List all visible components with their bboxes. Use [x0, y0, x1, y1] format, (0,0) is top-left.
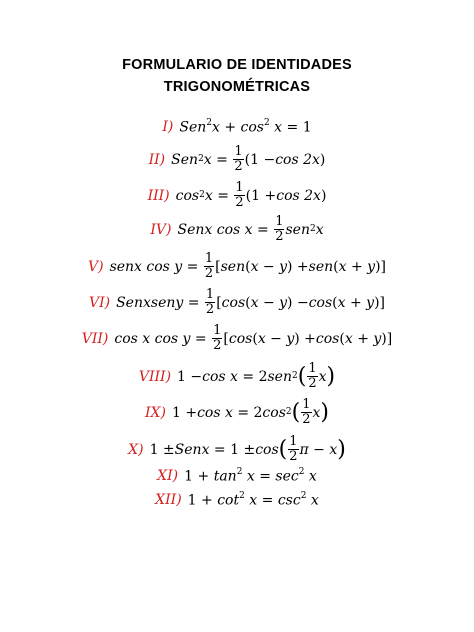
identity-number: II) [148, 151, 166, 168]
title-line-1: FORMULARIO DE IDENTIDADES [122, 57, 352, 73]
identity-number: VII) [81, 330, 109, 347]
identity-8 [0, 362, 474, 391]
identity-formula: senx cos y = $\frac{1}{2}$ [ sen ( x − y ) + sen ( x + y )] [109, 251, 387, 281]
identity-formula: Senxseny = $\frac{1}{2}$ [ cos ( x − y ) − cos ( x + y )] [116, 287, 386, 317]
identity-number: V) [87, 258, 104, 275]
identity-7 [0, 324, 474, 353]
identity-number: I) [162, 119, 174, 136]
identity-formula: Sen $^2$ x = $\frac{1}{2}$ (1 − cos 2x ) [171, 144, 326, 174]
identity-number: III) [147, 187, 170, 204]
identity-formula: Senx cos x = $\frac{1}{2}$ sen $^2$ x [177, 214, 324, 244]
identity-4 [0, 215, 474, 244]
identity-3 [0, 181, 474, 210]
identity-number: XII) [155, 492, 182, 509]
identity-number: IX) [145, 404, 166, 421]
identity-9 [0, 398, 474, 427]
identity-1 [0, 119, 474, 136]
title-line-2: TRIGONOMÉTRICAS [163, 79, 311, 95]
identity-number: VI) [88, 294, 111, 311]
identity-formula: 1 ± Senx = 1 ± cos ( $\frac{1}{2}$ π − x ) [149, 434, 346, 464]
identity-10 [0, 435, 474, 464]
identity-formula: $Sen^2x + \cos^2 x = 1$ [179, 118, 312, 136]
identity-11 [0, 468, 474, 485]
identity-number: VIII) [138, 368, 172, 385]
identity-formula: cos x cos y = $\frac{1}{2}$ [ cos ( x − y ) + cos ( x + y )] [114, 323, 393, 353]
identity-formula: $1 + \tan^2 x = \sec^2 x$ [184, 467, 317, 485]
identity-number: IV) [150, 221, 172, 238]
identity-number: X) [128, 441, 144, 458]
identity-formula: cos $^2$ x = $\frac{1}{2}$ (1 + cos 2x ) [175, 180, 327, 210]
identity-formula: $1 + \cot^2 x = \csc^2 x$ [187, 491, 319, 509]
identity-12 [0, 492, 474, 509]
identity-2 [0, 145, 474, 174]
identity-6 [0, 288, 474, 317]
identity-formula: 1 + cos x = 2 cos $^2$ ( $\frac{1}{2}$ x ) [171, 397, 329, 427]
identity-formula: 1 − cos x = 2 sen $^2$ ( $\frac{1}{2}$ x ) [177, 361, 336, 391]
identity-number: XI) [157, 468, 179, 485]
identity-5 [0, 252, 474, 281]
